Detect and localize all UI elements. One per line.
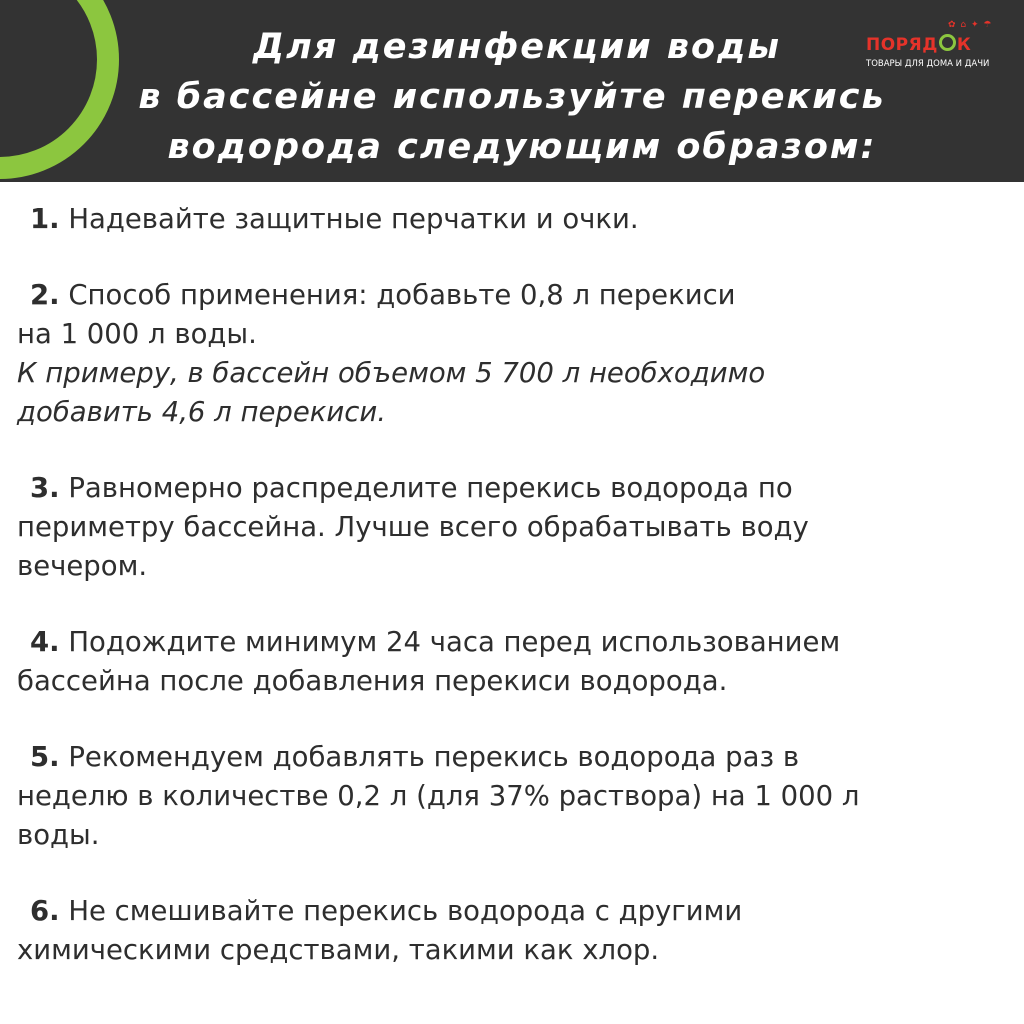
step-text: Равномерно распределите перекись водорода по [68, 472, 793, 504]
step-text: Не смешивайте перекись водорода с другими [68, 895, 743, 927]
example-note-line-1: К примеру, в бассейн объемом 5 700 л необходимо [17, 357, 766, 389]
step-text-continued: периметру бассейна. Лучше всего обрабатывать воду [17, 511, 809, 543]
step-text-continued: вечером. [17, 550, 148, 582]
example-note-line-2: добавить 4,6 л перекиси. [17, 396, 386, 428]
step-number: 2. [30, 279, 60, 311]
step-text: Способ применения: добавьте 0,8 л перекиси [68, 279, 736, 311]
step-text-continued: неделю в количестве 0,2 л (для 37% раствора) на 1 000 л [17, 780, 860, 812]
step-text-continued: на 1 000 л воды. [17, 318, 257, 350]
step-number: 1. [30, 203, 60, 235]
step-2 [17, 276, 1007, 432]
title-line-2: в бассейне используйте перекись [138, 77, 886, 117]
step-1 [17, 200, 1007, 239]
step-text-continued: бассейна после добавления перекиси водорода. [17, 665, 728, 697]
step-5 [17, 738, 1007, 855]
step-text-continued: химическими средствами, такими как хлор. [17, 934, 660, 966]
step-4 [17, 623, 1007, 701]
step-line [17, 738, 1007, 777]
header-banner [0, 0, 1024, 182]
step-line [17, 276, 1007, 315]
step-text: Подождите минимум 24 часа перед использованием [68, 626, 841, 658]
logo-household-icons: ✿ ⌂ ✦ ☂ [948, 20, 993, 30]
logo-wordmark [866, 34, 971, 56]
step-text-continued: воды. [17, 819, 100, 851]
step-number: 3. [30, 472, 60, 504]
step-6 [17, 892, 1007, 970]
step-3 [17, 469, 1007, 586]
title-line-3: водорода следующим образом: [167, 127, 877, 167]
logo-word-start: ПОРЯД [866, 35, 938, 55]
step-text: Надевайте защитные перчатки и очки. [68, 203, 639, 235]
logo-tagline: ТОВАРЫ ДЛЯ ДОМА И ДАЧИ [866, 59, 990, 69]
logo-word-end: К [956, 35, 972, 55]
step-text: Рекомендуем добавлять перекись водорода раз в [68, 741, 800, 773]
step-line [17, 200, 1007, 239]
step-line [17, 469, 1007, 508]
step-line [17, 623, 1007, 662]
step-number: 6. [30, 895, 60, 927]
step-number: 5. [30, 741, 60, 773]
step-number: 4. [30, 626, 60, 658]
title-line-1: Для дезинфекции воды [252, 27, 782, 67]
logo-ring-icon [939, 34, 956, 51]
step-line [17, 892, 1007, 931]
instructions-list [17, 200, 1007, 1007]
brand-logo [864, 18, 1004, 74]
